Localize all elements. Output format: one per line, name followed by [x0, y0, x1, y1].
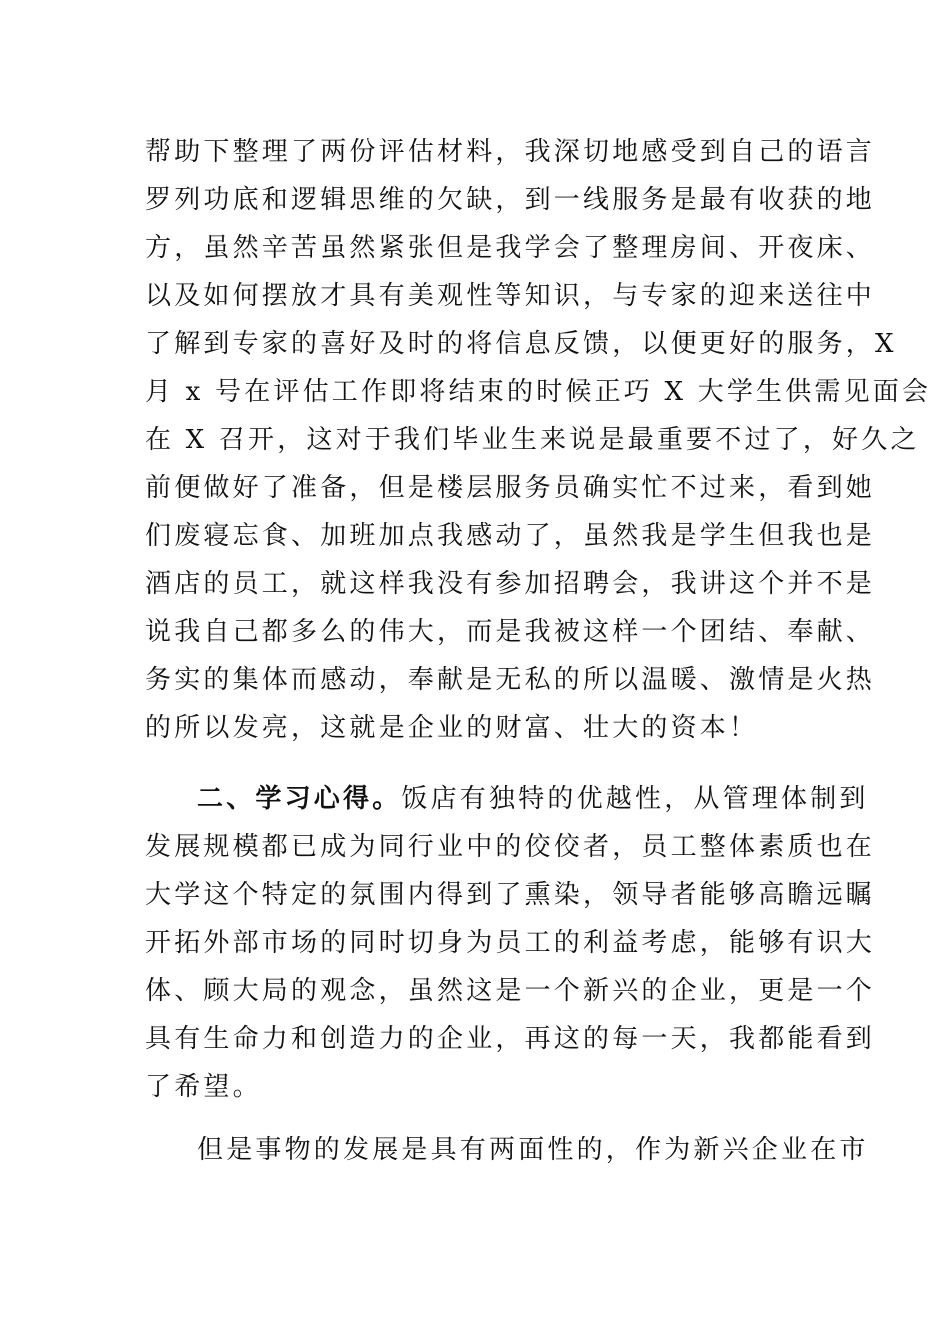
paragraph-work-experience	[145, 128, 932, 752]
paragraph-line: 的所以发亮，这就是企业的财富、壮大的资本！	[145, 713, 759, 743]
section-heading: 二、学习心得。	[197, 784, 402, 814]
paragraph-line: 方，虽然辛苦虽然紧张但是我学会了整理房间、开夜床、	[145, 233, 876, 263]
paragraph-line: 酒店的员工，就这样我没有参加招聘会，我讲这个并不是	[145, 569, 876, 599]
paragraph-line: 说我自己都多么的伟大，而是我被这样一个团结、奉献、	[145, 617, 876, 647]
paragraph-line: 月 x 号在评估工作即将结束的时候正巧 X 大学生供需见面会	[145, 377, 932, 407]
paragraph-line: 以及如何摆放才具有美观性等知识，与专家的迎来送往中	[145, 281, 876, 311]
paragraph-line: 帮助下整理了两份评估材料，我深切地感受到自己的语言	[145, 137, 876, 167]
paragraph-line: 大学这个特定的氛围内得到了熏染，领导者能够高瞻远瞩	[145, 880, 876, 910]
paragraph-line: 前便做好了准备，但是楼层服务员确实忙不过来，看到她	[145, 473, 876, 503]
paragraph-line: 们废寝忘食、加班加点我感动了，虽然我是学生但我也是	[145, 521, 876, 551]
paragraph-line: 开拓外部市场的同时切身为员工的利益考虑，能够有识大	[145, 928, 876, 958]
paragraph-first-line: 但是事物的发展是具有两面性的，作为新兴企业在市	[197, 1135, 869, 1165]
paragraph-line: 了解到专家的喜好及时的将信息反馈，以便更好的服务，X	[145, 329, 897, 359]
paragraph-line: 发展规模都已成为同行业中的佼佼者，员工整体素质也在	[145, 832, 876, 862]
paragraph-line: 具有生命力和创造力的企业，再这的每一天，我都能看到	[145, 1024, 876, 1054]
paragraph-line: 务实的集体而感动，奉献是无私的所以温暖、激情是火热	[145, 665, 876, 695]
paragraph-learning-experience	[145, 775, 876, 1111]
paragraph-line: 在 X 召开，这对于我们毕业生来说是最重要不过了，好久之	[145, 425, 920, 455]
paragraph-line: 体、顾大局的观念，虽然这是一个新兴的企业，更是一个	[145, 976, 876, 1006]
paragraph-line-text: 饭店有独特的优越性，从管理体制到	[401, 784, 869, 814]
paragraph-two-sides	[145, 1126, 869, 1174]
paragraph-line: 罗列功底和逻辑思维的欠缺，到一线服务是最有收获的地	[145, 185, 876, 215]
paragraph-line: 了希望。	[145, 1072, 262, 1102]
paragraph-first-line	[145, 775, 869, 823]
